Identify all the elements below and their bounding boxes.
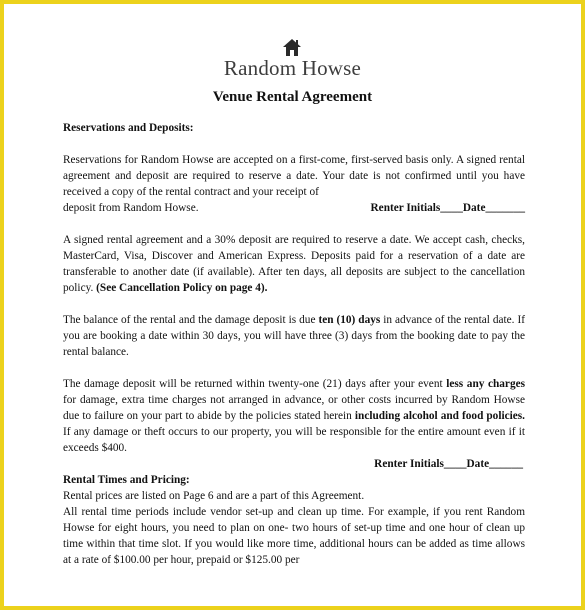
paragraph-reservations: Reservations for Random Howse are accepted on a first-come, first-served basis only. A signed rental agreement and deposit are required to reserve a date. Your date is not confirmed until you have received a copy of the rental contract and your receipt of (63, 154, 525, 198)
paragraph-pricing-ref: Rental prices are listed on Page 6 and are a part of this Agreement. (63, 490, 365, 502)
logo (0, 38, 585, 78)
damage-text-c: If any damage or theft occurs to our property, you will be responsible for the entire amount even if it exceeds $400. (63, 426, 525, 454)
paragraph-deposit (63, 232, 525, 296)
damage-text-b: for damage, extra time charges not arranged in advance, or other costs incurred by Random Howse due to failure on your part to abide by the policies stated herein (63, 394, 525, 422)
paragraph-reservations-end: deposit from Random Howse. (63, 202, 199, 214)
logo-text: Random Howse (223, 56, 362, 80)
ten-days-emphasis: ten (10) days (318, 314, 381, 326)
paragraph-reservations-last-line (63, 200, 525, 216)
renter-initials-line: Renter Initials____Date______ (374, 458, 523, 470)
paragraph-rental-time: All rental time periods include vendor set-up and clean up time. For example, if you rent Random Howse for eight hours, you need to plan on one- two hours of set-up time and one hour of clean up time within that time slot. If you would like more time, additional hours can be added as time allows at a rate of $100.00 per hour, prepaid or $125.00 per (63, 506, 525, 566)
damage-text-a: The damage deposit will be returned within twenty-one (21) days after your event (63, 378, 443, 390)
document-body (63, 120, 525, 568)
pricing-heading: Rental Times and Pricing: (63, 474, 190, 486)
renter-initials-line: Renter Initials____Date_______ (370, 202, 525, 214)
page-title: Venue Rental Agreement (212, 89, 373, 105)
reservations-heading: Reservations and Deposits: (63, 122, 194, 134)
house-roof-icon (282, 38, 302, 58)
paragraph-balance (63, 312, 525, 360)
paragraph-damage-deposit (63, 376, 525, 456)
cancellation-policy-ref: (See Cancellation Policy on page 4). (96, 282, 268, 294)
less-any-charges-emphasis: less any charges (446, 378, 525, 390)
paragraph-balance-text-b: in advance of the rental date. If you are booking a date within 30 days, you will have three (3) days from the booking date to pay the rental balance. (63, 314, 525, 358)
paragraph-balance-text-a: The balance of the rental and the damage deposit is due (63, 314, 316, 326)
paragraph-deposit-text: A signed rental agreement and a 30% deposit are required to reserve a date. We accept cash, checks, MasterCard, Visa, Discover and American Express. Deposits paid for a reservation of a date are transferable to another date (if available). After ten days, all deposits are subject to the cancellation policy. (63, 234, 525, 294)
alcohol-food-policies-emphasis: including alcohol and food policies. (354, 410, 525, 422)
